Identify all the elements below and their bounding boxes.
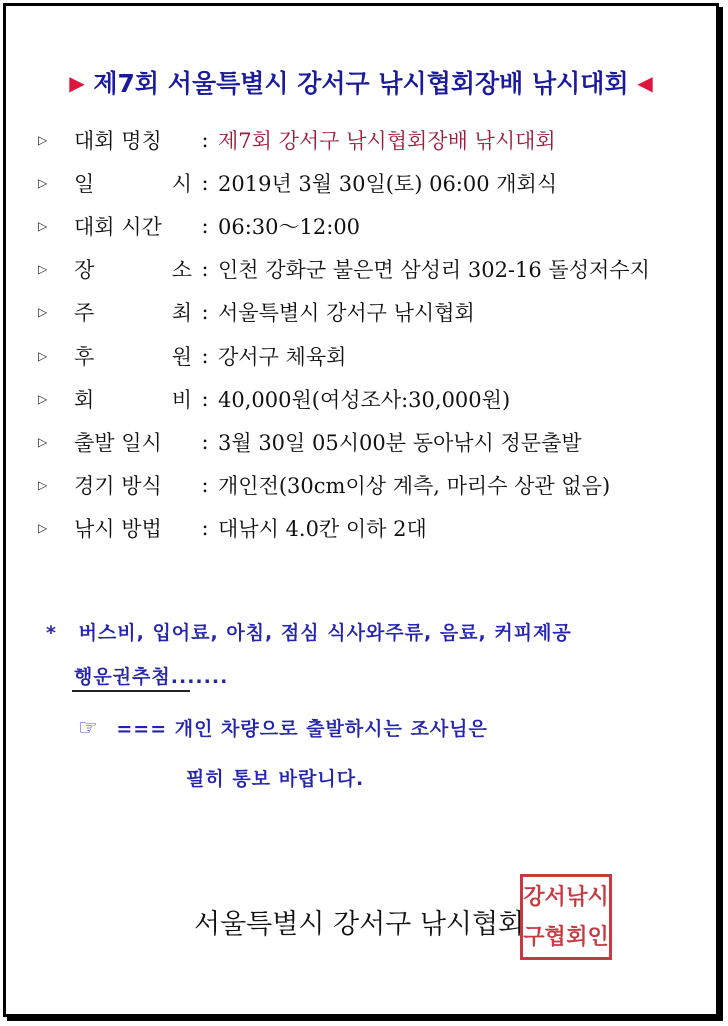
info-label [74, 470, 192, 500]
info-label-part: 시 [171, 171, 192, 196]
info-row [38, 291, 728, 334]
underline-divider [72, 690, 190, 692]
info-label-part: 비 [171, 387, 192, 412]
info-value: 3월 30일 05시00분 동아낚시 정문출발 [218, 430, 582, 455]
info-value: 인천 강화군 불은면 삼성리 302-16 돌성저수지 [218, 258, 650, 283]
colon-separator: : [201, 429, 209, 454]
triangle-bullet-icon: ▷ [38, 305, 48, 320]
triangle-bullet-icon: ▷ [38, 348, 48, 363]
note-line-3 [78, 714, 488, 741]
info-label [74, 513, 192, 543]
triangle-bullet-icon: ▷ [38, 132, 48, 147]
note-text-1: 버스비, 입어료, 아침, 점심 식사와주류, 음료, 커피제공 [78, 622, 572, 644]
seal-char: 낚시 [566, 884, 609, 910]
info-row [38, 377, 728, 420]
info-label [74, 168, 192, 198]
info-row [38, 118, 728, 161]
official-seal [520, 874, 612, 960]
info-label-part: 장 [74, 258, 95, 283]
organization-name: 서울특별시 강서구 낚시협회 [194, 909, 525, 940]
triangle-bullet-icon: ▷ [38, 175, 48, 190]
asterisk-icon: * [46, 622, 57, 644]
info-row [38, 161, 728, 204]
info-value: 서울특별시 강서구 낚시협회 [218, 301, 475, 326]
info-label-part: 후 [74, 344, 95, 369]
info-label [74, 125, 192, 155]
title-line [6, 64, 716, 100]
triangle-bullet-icon: ▷ [38, 218, 48, 233]
colon-separator: : [201, 300, 209, 325]
info-label-part: 일 [74, 171, 95, 196]
info-label-part: 낚시 방법 [74, 517, 162, 542]
info-label-part: 최 [171, 301, 192, 326]
info-value: 제7회 강서구 낚시협회장배 낚시대회 [218, 128, 556, 153]
seal-char: 구협 [523, 924, 566, 950]
info-value: 강서구 체육회 [218, 344, 347, 369]
info-row [38, 464, 728, 507]
info-label-part: 주 [74, 301, 95, 326]
pointing-hand-icon: ☞ [78, 716, 99, 741]
info-value: 개인전(30cm이상 계측, 마리수 상관 없음) [218, 474, 611, 499]
triangle-bullet-icon: ▷ [38, 262, 48, 277]
document-page [3, 3, 719, 1017]
info-label [74, 211, 192, 241]
info-row [38, 420, 728, 463]
note-line-1 [46, 618, 572, 645]
note-text-2: 행운권추첨....... [74, 666, 229, 688]
info-label [74, 341, 192, 371]
info-value: 대낚시 4.0칸 이하 2대 [218, 517, 427, 542]
info-label [74, 297, 192, 327]
info-label [74, 254, 192, 284]
seal-char: 강서 [523, 884, 566, 910]
colon-separator: : [201, 386, 209, 411]
info-label-part: 경기 방식 [74, 474, 162, 499]
info-label-part: 대회 시간 [74, 214, 162, 239]
info-value: 2019년 3월 30일(토) 06:00 개회식 [218, 171, 558, 196]
info-label-part: 회 [74, 387, 95, 412]
note-text-3: === 개인 차량으로 출발하시는 조사님은 [116, 718, 488, 740]
left-triangle-icon: ◀ [637, 71, 653, 95]
info-label-part: 대회 명칭 [74, 128, 162, 153]
info-label [74, 384, 192, 414]
colon-separator: : [201, 516, 209, 541]
triangle-bullet-icon: ▷ [38, 391, 48, 406]
info-row [38, 204, 728, 247]
info-value: 40,000원(여성조사:30,000원) [218, 387, 511, 412]
info-label [74, 427, 192, 457]
info-label-part: 원 [171, 344, 192, 369]
info-label-part: 출발 일시 [74, 430, 162, 455]
note-line-2 [74, 662, 228, 689]
right-triangle-icon: ▶ [69, 71, 85, 95]
colon-separator: : [201, 213, 209, 238]
colon-separator: : [201, 170, 209, 195]
note-text-4: 필히 통보 바랍니다. [186, 768, 365, 790]
info-row [38, 507, 728, 550]
info-row [38, 248, 728, 291]
info-list [38, 118, 728, 550]
colon-separator: : [201, 473, 209, 498]
info-row [38, 334, 728, 377]
info-value: 06:30～12:00 [218, 214, 361, 239]
info-label-part: 소 [171, 258, 192, 283]
page-title: 제7회 서울특별시 강서구 낚시협회장배 낚시대회 [93, 69, 629, 98]
triangle-bullet-icon: ▷ [38, 521, 48, 536]
seal-char: 회인 [566, 924, 609, 950]
colon-separator: : [201, 127, 209, 152]
colon-separator: : [201, 343, 209, 368]
triangle-bullet-icon: ▷ [38, 478, 48, 493]
triangle-bullet-icon: ▷ [38, 434, 48, 449]
note-line-4 [186, 764, 364, 791]
colon-separator: : [201, 257, 209, 282]
